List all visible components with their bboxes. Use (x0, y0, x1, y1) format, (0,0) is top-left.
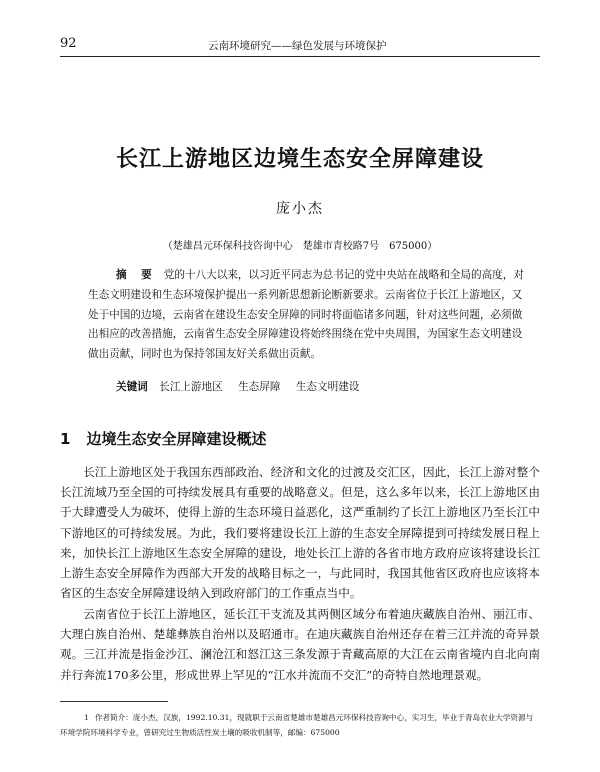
section-heading (60, 428, 266, 449)
keywords-label: 关键词 (116, 381, 148, 393)
section-number: 1 (60, 430, 71, 448)
keywords (116, 379, 371, 394)
keyword: 生态屏障 (238, 381, 281, 393)
abstract-label: 摘 要 (116, 269, 154, 281)
footnote-rule (60, 701, 168, 702)
footnote-mark: 1 (84, 713, 89, 722)
author-name: 庞小杰 (276, 201, 324, 217)
author-affiliation: （楚雄昌元环保科技咨询中心 楚雄市青校路7号 675000） (162, 241, 438, 252)
article-title: 长江上游地区边境生态安全屏障建设 (115, 147, 484, 172)
footnote-text: 作者简介：庞小杰，汉族，1992.10.31，现就职于云南省楚雄市楚雄昌元环保科技咨询中心，实习生，毕业于青岛农业大学资源与环境学院环境科学专业，曾研究过生物质活性炭土壤的吸收机制等，邮编：675000 (60, 713, 534, 737)
paragraph-text: 长江上游地区处于我国东西部政治、经济和文化的过渡及交汇区，因此，长江上游对整个长江流域乃至全国的可持续发展具有重要的战略意义。但是，这么多年以来，长江上游地区由于大肆遭受人为破坏，使得上游的生态环境日益恶化，这严重制约了长江上游地区乃至长江中下游地区的可持续发展。为此，我们要将建设长江上游的生态安全屏障提到可持续发展日程上来，加快长江上游地区生态安全屏障的建设，地处长江上游的各省市地方政府应该将建设长江上游生态安全屏障作为西部大开发的战略目标之一，与此同时，我国其他省区政府也应该将本省区的生态安全屏障建设纳入到政府部门的工作重点当中。 (60, 465, 540, 601)
abstract (88, 266, 524, 365)
section-title: 边境生态安全屏障建设概述 (86, 430, 267, 448)
page-number: 92 (60, 36, 77, 51)
running-head: 云南环境研究——绿色发展与环境保护 (208, 40, 387, 52)
keyword: 生态文明建设 (295, 381, 360, 393)
header-rule (60, 56, 540, 57)
paragraph-text: 云南省位于长江上游地区，延长江干支流及其两侧区域分布着迪庆藏族自治州、丽江市、大理白族自治州、楚雄彝族自治州以及昭通市。在迪庆藏族自治州还存在着三江并流的奇异景观。三江并流是指金沙江、澜沧江和怒江这三条发源于青藏高原的大江在云南省境内自北向南并行奔流170多公里，形成世界上罕见的“江水并流而不交汇”的奇特自然地理景观。 (60, 607, 540, 682)
body-paragraph (60, 604, 540, 685)
abstract-text: 党的十八大以来，以习近平同志为总书记的党中央站在战略和全局的高度，对生态文明建设和生态环境保护提出一系列新思想新论断新要求。云南省位于长江上游地区，又处于中国的边境，云南省在建设生态安全屏障的同时将面临诸多问题，针对这些问题，必须做出相应的改善措施，云南省生态安全屏障建设将始终围绕在党中央周围，为国家生态文明建设做出贡献，同时也为保持邻国友好关系做出贡献。 (88, 269, 524, 361)
keyword: 长江上游地区 (159, 381, 223, 393)
body-paragraph (60, 462, 540, 603)
footnote (60, 711, 540, 740)
